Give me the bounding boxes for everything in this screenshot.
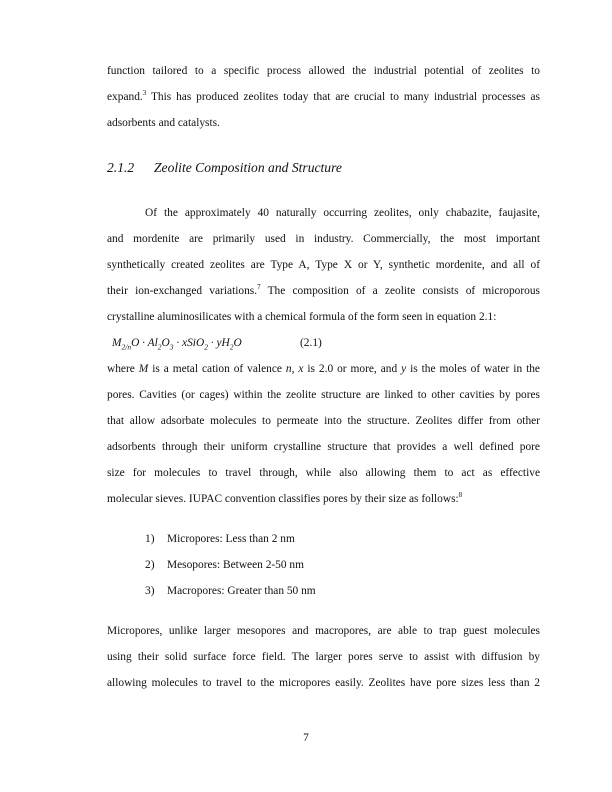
equation-2-1 <box>107 330 540 356</box>
list-item: 3) Macropores: Greater than 50 nm <box>145 585 316 597</box>
page-body <box>107 58 540 696</box>
section-number: 2.1.2 <box>107 160 135 175</box>
composition-paragraph <box>107 200 540 330</box>
equation-expression: $M_{2/n}O \cdot Al_2O_3$ · xSiO$_2$ · $yH_2O$ <box>112 337 242 352</box>
page-number: 7 <box>303 732 309 744</box>
micropores-paragraph <box>107 618 540 696</box>
text-line: using their solid surface force field. The larger pores serve to assist with diffusion by <box>107 651 540 663</box>
list-item: 2) Mesopores: Between 2-50 nm <box>145 559 304 571</box>
text-line: their ion-exchanged variations.$^7$ The composition of a zeolite consists of microporous <box>107 283 540 297</box>
pore-size-list <box>107 526 540 604</box>
text-line: function tailored to a specific process allowed the industrial potential of zeolites to <box>107 65 540 77</box>
section-heading <box>107 158 540 178</box>
text-line: that allow adsorbate molecules to permeate into the structure. Zeolites differ from other <box>107 415 540 427</box>
equation-label: (2.1) <box>300 337 322 349</box>
section-title: Zeolite Composition and Structure <box>154 160 342 175</box>
text-line: where M is a metal cation of valence n, x is 2.0 or more, and y is the moles of water in the <box>107 363 540 375</box>
text-line: and mordenite are primarily used in industry. Commercially, the most important <box>107 233 540 245</box>
text-line: allowing molecules to travel to the micropores easily. Zeolites have pore sizes less than 2 <box>107 677 540 689</box>
text-line: pores. Cavities (or cages) within the zeolite structure are linked to other cavities by pores <box>107 389 540 401</box>
text-line: expand.$^3$ This has produced zeolites today that are crucial to many industrial processes as <box>107 89 540 103</box>
text-line: molecular sieves. IUPAC convention classifies pores by their size as follows:$^8$ <box>107 491 463 505</box>
text-line: crystalline aluminosilicates with a chemical formula of the form seen in equation 2.1: <box>107 311 497 323</box>
pores-paragraph <box>107 356 540 512</box>
footnote-ref: 8 <box>458 491 463 500</box>
text-line: adsorbents through their uniform crystalline structure that provides a well defined pore <box>107 441 540 453</box>
text-line: Of the approximately 40 naturally occurring zeolites, only chabazite, faujasite, <box>145 207 540 219</box>
text-line: size for molecules to travel through, while also allowing them to act as effective <box>107 467 540 479</box>
footnote-ref: 7 <box>257 283 261 292</box>
text-line: Micropores, unlike larger mesopores and macropores, are able to trap guest molecules <box>107 625 540 637</box>
list-item: 1) Micropores: Less than 2 nm <box>145 533 295 545</box>
text-line: synthetically created zeolites are Type A, Type X or Y, synthetic mordenite, and all of <box>107 259 540 271</box>
footnote-ref: 3 <box>142 89 147 98</box>
intro-paragraph <box>107 58 540 136</box>
text-line: adsorbents and catalysts. <box>107 117 220 129</box>
